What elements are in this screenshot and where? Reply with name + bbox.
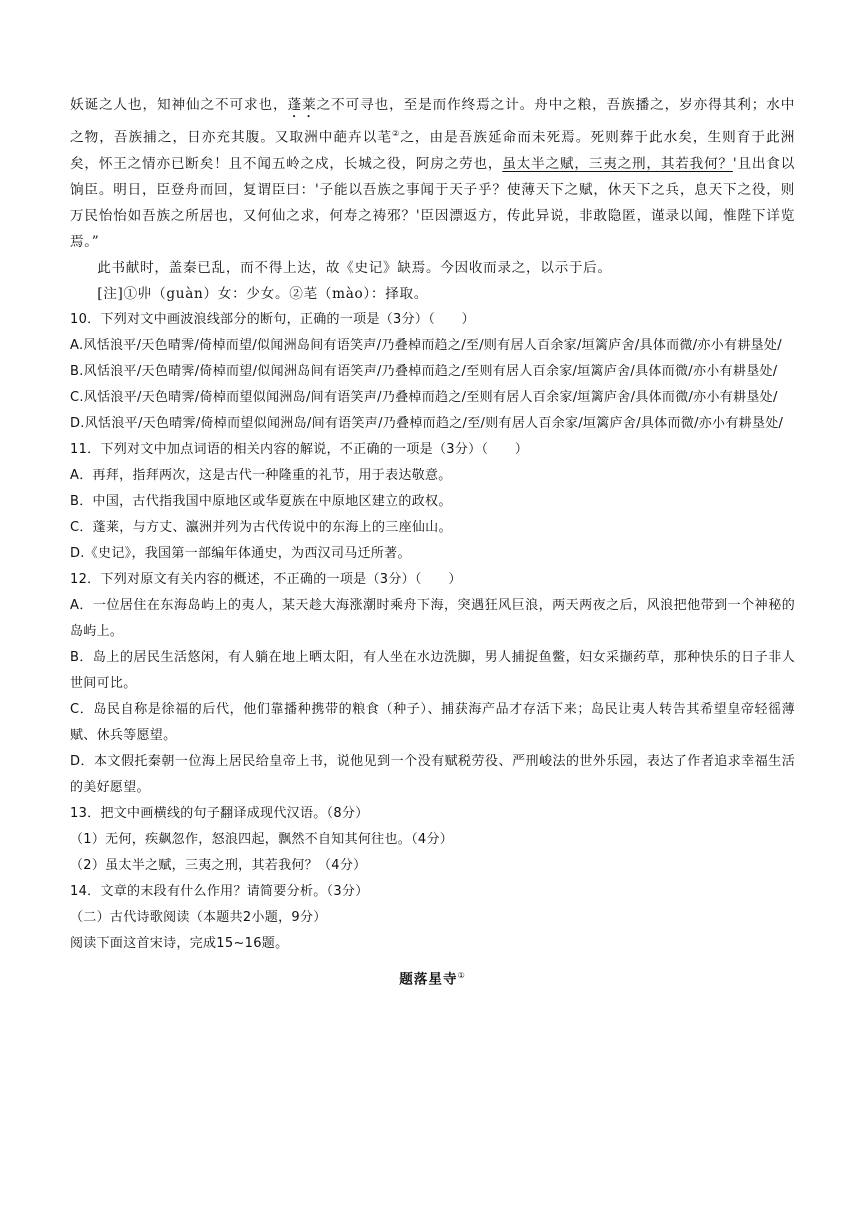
section-heading: （二）古代诗歌阅读（本题共2小题，9分） (70, 909, 327, 925)
question-10-option: C.风恬浪平/天色晴霁/倚棹而望似闻洲岛/间有语笑声/乃叠棹而趋之/至则有居人百余家/垣篱庐舍/具体而微/亦小有耕垦处/ (70, 389, 778, 405)
underlined-sentence: 虽太半之赋，三夷之刑，其若我何？ (502, 155, 733, 172)
passage-text: '且出食以饷臣。明日，臣登舟而回，复谓臣曰：'子能以吾族之事闻于天子乎？使薄天下之赋，休天下之兵，息天下之役，则万民怡怡如吾族之所居也，又何仙之求，何寿之祷邪？'臣因漂返方，传此异说，非敢隐匿，谨录以闻，惟陛下详览焉。” (70, 155, 795, 250)
passage-text: 之，由是吾族延命而未死焉。死则葬于此水矣，生则育于此洲矣，怀王之情亦已断矣！且不闻五岭之戍，长城之役，阿房之劳也， (70, 129, 795, 172)
passage-text: 之不可寻也，至是而作终焉之计。舟中之粮，吾族播之，岁亦得其利；水中之物，吾族捕之，日亦充其腹。又取洲中葩卉以芼 (70, 97, 795, 146)
passage-closing-paragraph: 此书献时，盖秦已乱，而不得上达，故《史记》缺焉。今因收而录之，以示于后。 (97, 259, 612, 276)
question-10-option: B.风恬浪平/天色晴霁/倚棹而望/似闻洲岛间有语笑声/乃叠棹而趋之/至则有居人百余家/垣篱庐舍/具体而微/亦小有耕垦处/ (70, 363, 778, 379)
question-10-option: A.风恬浪平/天色晴霁/倚棹而望/似闻洲岛间有语笑声/乃叠棹而趋之/至/则有居人百余家/垣篱庐舍/具体而微/亦小有耕垦处/ (70, 337, 782, 353)
question-14-stem: 14．文章的末段有什么作用？请简要分析。（3分） (70, 883, 369, 899)
poem-title-text: 题落星寺 (399, 971, 458, 988)
question-11-option: A．再拜，指拜两次，这是古代一种隆重的礼节，用于表达敬意。 (70, 467, 452, 483)
question-13-item: （2）虽太半之赋，三夷之刑，其若我何？（4分） (70, 857, 367, 873)
document-page (70, 92, 795, 992)
passage-paragraph (70, 92, 795, 255)
footnote-marker: ② (391, 129, 401, 138)
question-12-stem: 12．下列对原文有关内容的概述，不正确的一项是（3分）（ ） (70, 571, 462, 587)
question-11-stem: 11．下列对文中加点词语的相关内容的解说，不正确的一项是（3分）（ ） (70, 441, 529, 457)
question-13-item: （1）无何，疾飙忽作，怒浪四起，飘然不自知其何往也。（4分） (70, 831, 454, 847)
question-12-option: C．岛民自称是徐福的后代，他们靠播种携带的粮食（种子）、捕获海产品才存活下来；岛民让夷人转告其希望皇帝轻徭薄赋、休兵等愿望。 (70, 701, 795, 743)
passage-text: 妖诞之人也，知神仙之不可求也， (70, 97, 288, 113)
question-10-stem: 10．下列对文中画波浪线部分的断句，正确的一项是（3分）（ ） (70, 311, 475, 327)
question-11-option: B．中国，古代指我国中原地区或华夏族在中原地区建立的政权。 (70, 493, 452, 509)
poem-title (70, 963, 795, 993)
question-12-option: D．本文假托秦朝一位海上居民给皇帝上书，说他见到一个没有赋税劳役、严刑峻法的世外乐园，表达了作者追求幸福生活的美好愿望。 (70, 753, 795, 795)
question-12-option: B．岛上的居民生活悠闲，有人躺在地上晒太阳，有人坐在水边洗脚，男人捕捉鱼鳖，妇女采撷药草，那种快乐的日子非人世间可比。 (70, 649, 795, 691)
question-10-option: D.风恬浪平/天色晴霁/倚棹而望似闻洲岛/间有语笑声/乃叠棹而趋之/至/则有居人百余家/垣篱庐舍/具体而微/亦小有耕垦处/ (70, 415, 784, 431)
question-12-option: A．一位居住在东海岛屿上的夷人，某天趁大海涨潮时乘舟下海，突遇狂风巨浪，两天两夜之后，风浪把他带到一个神秘的岛屿上。 (70, 597, 795, 639)
dotted-word-penglai: 蓬莱 (287, 97, 317, 113)
question-13-stem: 13．把文中画横线的句子翻译成现代汉语。（8分） (70, 805, 369, 821)
section-intro: 阅读下面这首宋诗，完成15~16题。 (70, 935, 289, 951)
question-11-option: C．蓬莱，与方丈、瀛洲并列为古代传说中的东海上的三座仙山。 (70, 519, 452, 535)
footnote-marker: ① (457, 970, 466, 980)
footnotes: [注]①丱（guàn）女：少女。②芼（mào）：择取。 (97, 285, 429, 302)
question-11-option: D.《史记》，我国第一部编年体通史，为西汉司马迁所著。 (70, 545, 411, 561)
